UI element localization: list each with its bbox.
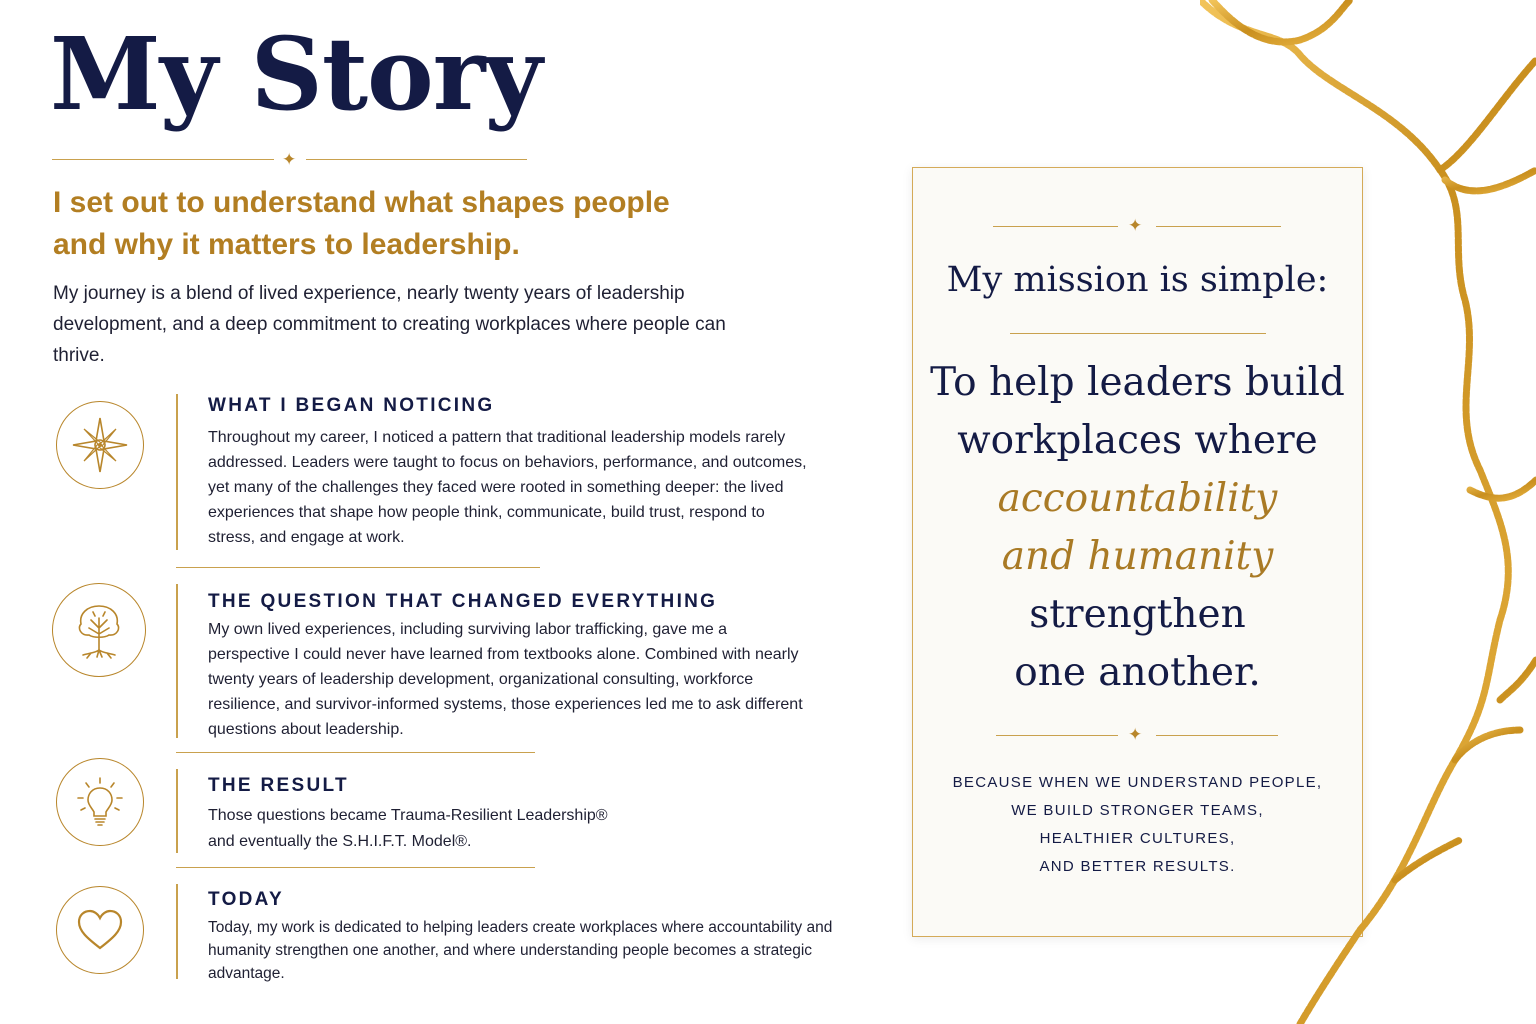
section-divider-line	[176, 394, 178, 550]
mission-line-1: To help leaders build	[930, 360, 1345, 405]
section-body-result	[208, 803, 828, 855]
sparkle-icon: ✦	[1128, 725, 1143, 744]
compass-star-icon	[56, 401, 144, 489]
heart-icon	[56, 886, 144, 974]
section-separator	[176, 752, 535, 753]
mission-line-4: one another.	[1014, 650, 1261, 695]
footer-line-3: HEALTHIER CULTURES,	[1039, 830, 1236, 847]
card-divider-top-left	[993, 226, 1118, 227]
mission-line-2: workplaces where	[957, 418, 1318, 463]
result-line-1: Those questions became Trauma-Resilient Leadership®	[208, 807, 608, 824]
section-separator	[176, 867, 535, 868]
subtitle-line-2: and why it matters to leadership.	[53, 228, 520, 261]
gold-vine-decoration	[1200, 0, 1536, 1024]
section-body-noticing: Throughout my career, I noticed a pattern that traditional leadership models rarely addressed. Leaders were taught to focus on behaviors, performance, and outcomes, yet many of the challenges they faced were rooted in something deeper: the lived experiences that shape how people think, communicate, build trust, respond to stress, and engage at work.	[208, 429, 807, 546]
section-heading-today: TODAY	[208, 889, 284, 910]
section-heading-noticing: WHAT I BEGAN NOTICING	[208, 395, 495, 416]
section-body-today: Today, my work is dedicated to helping leaders create workplaces where accountability and humanity strengthen one another, and where understanding people becomes a strategic advantage.	[208, 919, 833, 982]
sparkle-icon: ✦	[282, 150, 297, 169]
mission-lead: My mission is simple:	[946, 260, 1329, 300]
footer-line-4: AND BETTER RESULTS.	[1039, 858, 1236, 875]
footer-line-2: WE BUILD STRONGER TEAMS,	[1011, 802, 1264, 819]
intro-paragraph: My journey is a blend of lived experience, nearly twenty years of leadership development, and a deep commitment to creating workplaces where people can thrive.	[53, 283, 726, 366]
section-divider-line	[176, 884, 178, 979]
result-line-2: and eventually the S.H.I.F.T. Model®.	[208, 833, 472, 850]
page-title: My Story	[50, 15, 542, 133]
mission-line-3: strengthen	[1029, 592, 1246, 637]
subtitle-line-1: I set out to understand what shapes people	[53, 186, 670, 219]
section-body-question: My own lived experiences, including surviving labor trafficking, gave me a perspective I could never have learned from textbooks alone. Combined with nearly twenty years of leadership development, organizational consulting, workforce resilience, and survivor-informed systems, those experiences led me to ask different questions about leadership.	[208, 621, 803, 738]
section-heading-result: THE RESULT	[208, 775, 349, 796]
mission-highlight-2: and humanity	[1001, 534, 1274, 579]
card-divider-bottom-left	[996, 735, 1118, 736]
section-heading-question: THE QUESTION THAT CHANGED EVERYTHING	[208, 591, 718, 612]
section-divider-line	[176, 769, 178, 853]
section-divider-line	[176, 584, 178, 738]
title-divider-left	[52, 159, 274, 160]
footer-line-1: BECAUSE WHEN WE UNDERSTAND PEOPLE,	[952, 774, 1323, 791]
subtitle	[53, 182, 813, 266]
lightbulb-icon	[56, 758, 144, 846]
tree-icon	[52, 583, 146, 677]
mission-highlight-1: accountability	[997, 476, 1278, 521]
title-divider-right	[306, 159, 527, 160]
sparkle-icon: ✦	[1128, 216, 1143, 235]
section-separator	[176, 567, 540, 568]
